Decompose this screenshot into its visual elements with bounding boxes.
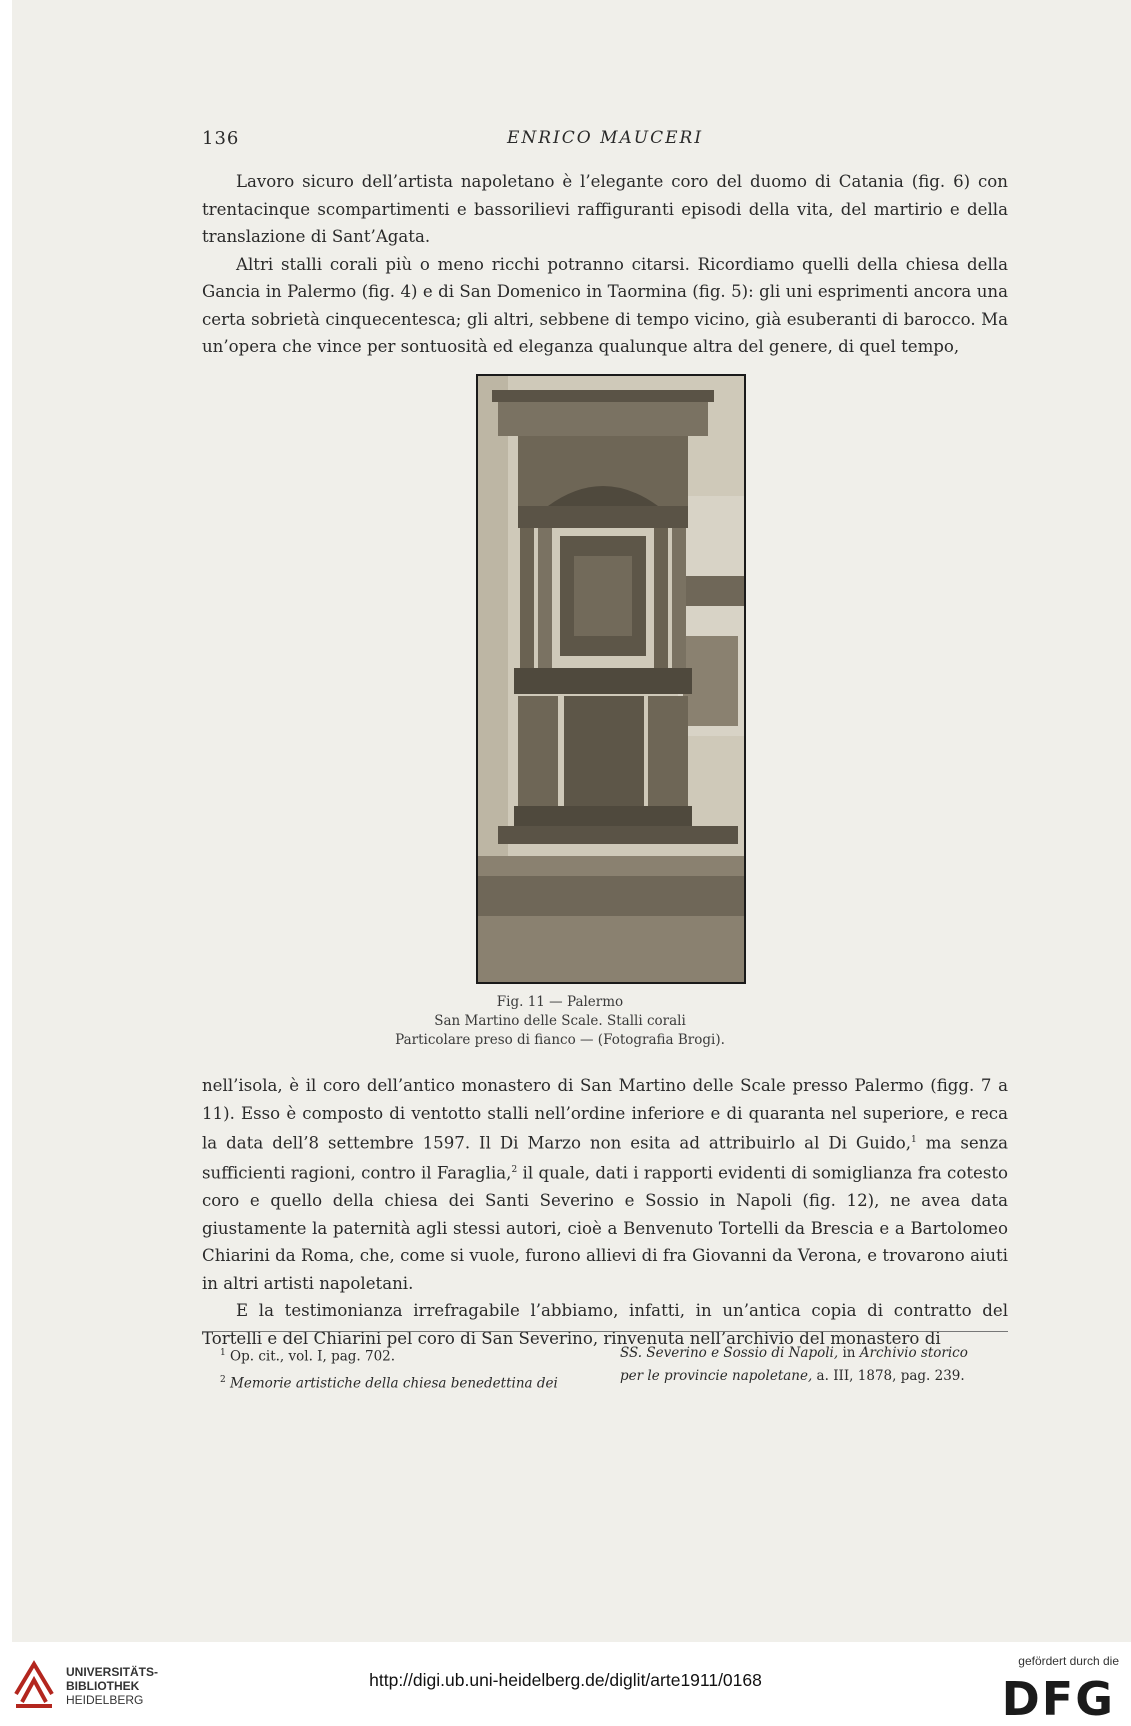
funding-note: gefördert durch die	[1018, 1654, 1119, 1668]
footnote-1	[220, 1342, 610, 1369]
running-head: ENRICO MAUCERI	[506, 128, 704, 148]
footnote-text: per le provincie napoletane,	[620, 1368, 813, 1384]
body-text-top	[202, 168, 1008, 361]
footnotes-right-column	[620, 1342, 1010, 1388]
footnote-divider	[202, 1331, 1008, 1332]
footnote-ref: 2	[511, 1165, 518, 1176]
figure-caption	[300, 993, 820, 1050]
page-header	[202, 128, 1008, 158]
source-url-link[interactable]: http://digi.ub.uni-heidelberg.de/diglit/arte1911/0168	[369, 1670, 762, 1690]
page-number: 136	[202, 128, 240, 149]
text-run: il quale, dati i rapporti evidenti di somiglianza fra cotesto coro e quello della chiesa dei Santi Severino e Sossio in Napoli (fig. 12), ne avea data giustamente la paternità agli stessi autori, cioè a Benvenuto Tortelli da Brescia e a Bartolomeo Chiarini da Roma, che, come si vuole, furono allievi di fra Giovanni da Verona, e trovarono aiuti in altri artisti napoletani.	[202, 1163, 1008, 1293]
footnote-text: Memorie artistiche della chiesa benedettina dei	[230, 1375, 558, 1391]
footnote-text: in	[838, 1345, 860, 1361]
footnote-text: SS. Severino e Sossio di Napoli,	[620, 1345, 839, 1361]
paragraph: Altri stalli corali più o meno ricchi potranno citarsi. Ricordiamo quelli della chiesa della Gancia in Palermo (fig. 4) e di San Domenico in Taormina (fig. 5): gli uni esprimenti ancora una certa sobrietà cinquecentesca; gli altri, sebbene di tempo vicino, già esuberanti di barocco. Ma un’opera che vince per sontuosità ed eleganza qualunque altra del genere, di quel tempo,	[202, 254, 1008, 356]
library-name-line: UNIVERSITÄTS-	[66, 1665, 159, 1679]
digitization-footer	[0, 1642, 1131, 1725]
figure-choir-stall-photo	[476, 374, 746, 984]
caption-line: San Martino delle Scale. Stalli corali	[434, 1013, 686, 1029]
text-run: ma senza sufficienti ragioni, contro il Faraglia,	[202, 1133, 1008, 1183]
footnote-text: Op. cit., vol. I, pag. 702.	[230, 1348, 396, 1365]
paragraph: Lavoro sicuro dell’artista napoletano è l’elegante coro del duomo di Catania (fig. 6) con trentacinque scompartimenti e bassorilievi raffiguranti episodi della vita, del martirio e della translazione di Sant’Agata.	[202, 172, 1008, 246]
caption-line: Fig. 11 — Palermo	[496, 994, 624, 1010]
text-run: nell’isola, è il coro dell’antico monastero di San Martino delle Scale presso Palermo (figg. 7 a 11). Esso è composto di ventotto stalli nell’ordine inferiore e di quaranta nel superiore, e reca la data dell’8 settembre 1597. Il Di Marzo non esita ad attribuirlo al Di Guido,	[202, 1076, 1008, 1153]
library-name-line: HEIDELBERG	[66, 1693, 144, 1707]
footnote-text: a. III, 1878, pag. 239.	[812, 1368, 965, 1384]
footnote-2-continued	[620, 1365, 1010, 1388]
footnote-ref: 1	[911, 1135, 917, 1145]
footnotes-left-column	[220, 1342, 610, 1395]
paragraph	[202, 1072, 1008, 1297]
caption-line: Particolare preso di fianco — (Fotografia Brogi).	[395, 1032, 725, 1048]
footnote-2	[220, 1369, 610, 1396]
footnote-number: 1	[220, 1348, 226, 1358]
footnote-number: 2	[220, 1374, 226, 1385]
choir-stall-illustration	[478, 376, 744, 982]
dfg-logo: DFG	[1001, 1672, 1115, 1726]
paragraph: E la testimonianza irrefragabile l’abbiamo, infatti, in un’antica copia di contratto del Tortelli e del Chiarini pel coro di San Severino, rinvenuta nell’archivio del monastero di	[202, 1301, 1008, 1348]
footnote-text: Archivio storico	[859, 1345, 968, 1361]
library-name-line: BIBLIOTHEK	[66, 1679, 140, 1693]
footnote-2-continued	[620, 1342, 1010, 1365]
body-text-bottom	[202, 1072, 1008, 1352]
